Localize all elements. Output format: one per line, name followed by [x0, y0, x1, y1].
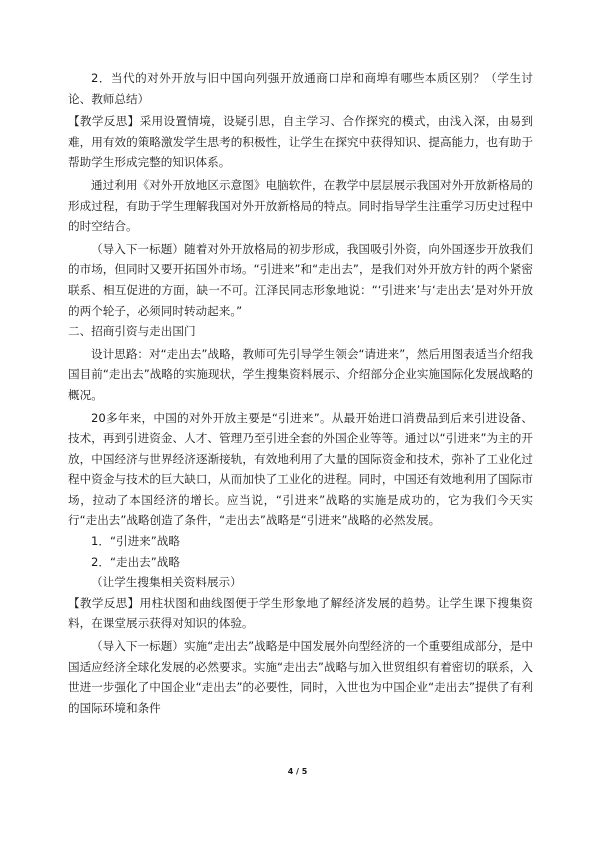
courseware-paragraph: 通过利用《对外开放地区示意图》电脑软件，在教学中层层展示我国对外开放新格局的形成过程，有助于学生理解我国对外开放新格局的特点。同时指导学生注重学习历史过程中的时空结合。 [68, 177, 533, 234]
list-item-go-out: 2．“走出去”战略 [91, 554, 180, 569]
section-heading-2: 二、招商引资与走出国门 [68, 324, 196, 339]
transition-paragraph-1: （导入下一标题）随着对外开放格局的初步形成，我国吸引外资，向外国逐步开放我们的市场，但同时又要开拓国外市场。“引进来”和“走出去”，是我们对外开放方针的两个紧密联系、相互促进的方面，缺一不可。江泽民同志形象地说：“‘引进来’与‘走出去’是对外开放的两个轮子，必须同时转动起来。” [68, 241, 533, 318]
student-activity-note: （让学生搜集相关资料展示） [91, 575, 242, 590]
teaching-reflection-1: 【教学反思】采用设置情境，设疑引思，自主学习、合作探究的模式，由浅入深，由易到难，用有效的策略激发学生思考的积极性，让学生在探究中获得知识、提高能力，也有助于帮助学生形成完整的知识体系。 [68, 114, 533, 170]
list-item-bring-in: 1．“引进来”战略 [91, 534, 180, 549]
page-body [68, 68, 533, 718]
question-2: 2．当代的对外开放与旧中国向列强开放通商口岸和商埠有哪些本质区别？（学生讨论、教师总结） [68, 71, 533, 106]
bring-in-paragraph: 20多年来，中国的对外开放主要是“引进来”。从最开始进口消费品到后来引进设备、技术，再到引进资金、人才、管理乃至引进全套的外国企业等等。通过以“引进来”为主的开放，中国经济与世界经济逐渐接轨，有效地利用了大量的国际资金和技术，弥补了工业化过程中资金与技术的巨大缺口，从而加快了工业化的进程。同时，中国还有效地利用了国际市场，拉动了本国经济的增长。应当说，“引进来”战略的实施是成功的，它为我们今天实行“走出去”战略创造了条件，“走出去”战略是“引进来”战略的必然发展。 [68, 410, 533, 528]
design-idea-paragraph: 设计思路：对“走出去”战略，教师可先引导学生领会“请进来”，然后用图表适当介绍我国目前“走出去”战略的实施现状，学生搜集资料展示、介绍部分企业实施国际化发展战略的概况。 [68, 346, 533, 402]
page-number: 4 / 5 [287, 767, 308, 776]
transition-paragraph-2: （导入下一标题）实施“走出去”战略是中国发展外向型经济的一个重要组成部分，是中国适应经济全球化发展的必然要求。实施“走出去”战略与加入世贸组织有着密切的联系，入世进一步强化了中国企业“走出去”的必要性，同时，入世也为中国企业“走出去”提供了有利的国际环境和条件 [68, 639, 533, 715]
teaching-reflection-2: 【教学反思】用柱状图和曲线图便于学生形象地了解经济发展的趋势。让学生课下搜集资料，在课堂展示获得对知识的体验。 [68, 595, 533, 631]
